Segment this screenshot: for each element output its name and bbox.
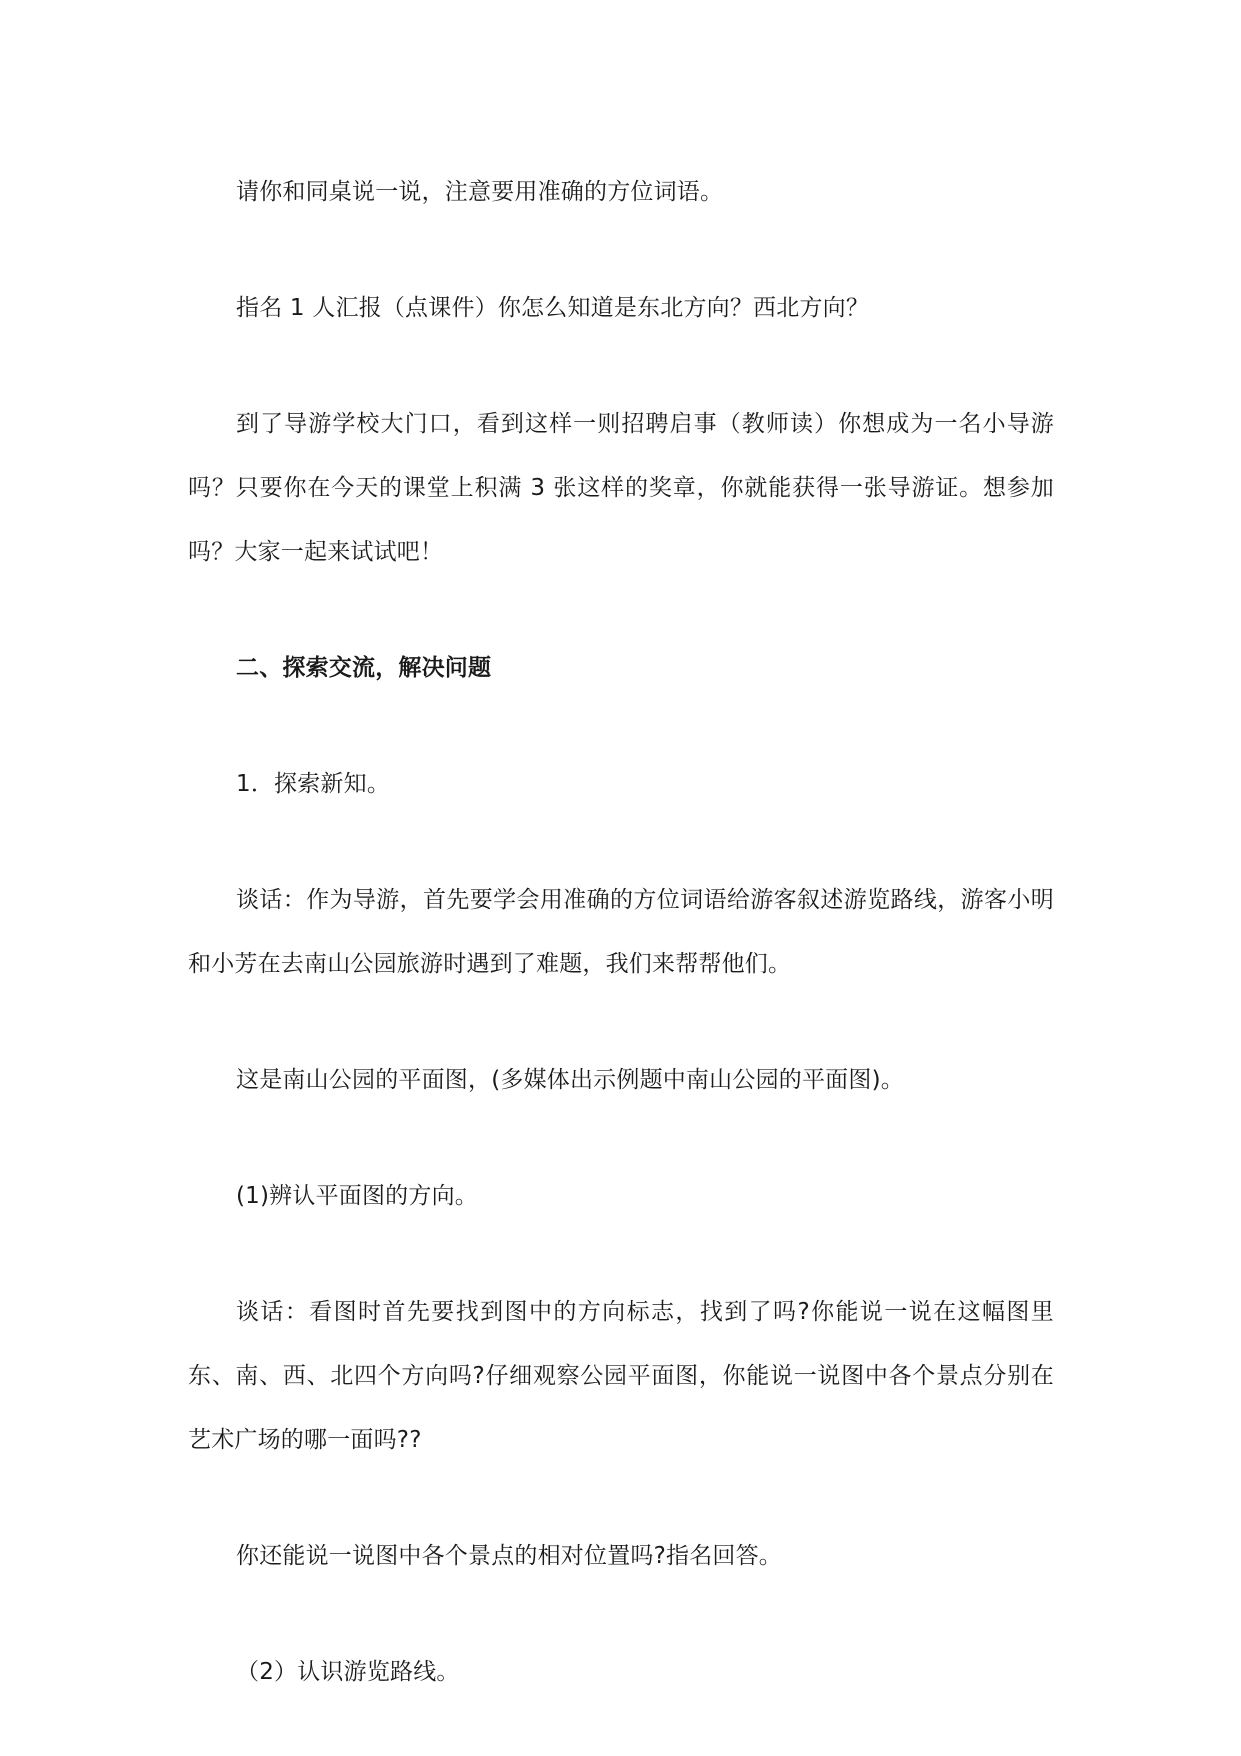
paragraph-explore-new-knowledge: 1．探索新知。 [236, 771, 391, 797]
paragraph-talk-guide-route: 谈话：作为导游，首先要学会用准确的方位词语给游客叙述游览路线，游客小明和小芳在去南山公园旅游时遇到了难题，我们来帮帮他们。 [188, 887, 1054, 977]
paragraph-guide-recruitment: 到了导游学校大门口，看到这样一则招聘启事（教师读）你想成为一名小导游吗？只要你在今天的课堂上积满 3 张这样的奖章，你就能获得一张导游证。想参加吗？大家一起来试试吧！ [188, 411, 1054, 565]
paragraph-report-directions: 指名 1 人汇报（点课件）你怎么知道是东北方向？西北方向？ [236, 295, 870, 321]
paragraph-talk-direction-marker: 谈话：看图时首先要找到图中的方向标志，找到了吗?你能说一说在这幅图里东、南、西、北四个方向吗?仔细观察公园平面图，你能说一说图中各个景点分别在艺术广场的哪一面吗?? [188, 1299, 1054, 1453]
section-heading-explore: 二、探索交流，解决问题 [236, 655, 492, 681]
paragraph-identify-directions: (1)辨认平面图的方向。 [236, 1183, 478, 1209]
paragraph-discuss-with-deskmate: 请你和同桌说一说，注意要用准确的方位词语。 [236, 179, 724, 205]
paragraph-park-map: 这是南山公园的平面图，(多媒体出示例题中南山公园的平面图)。 [236, 1067, 904, 1093]
paragraph-tour-route: （2）认识游览路线。 [236, 1659, 460, 1685]
paragraph-relative-positions: 你还能说一说图中各个景点的相对位置吗?指名回答。 [236, 1543, 783, 1569]
document-body [188, 160, 1054, 1756]
